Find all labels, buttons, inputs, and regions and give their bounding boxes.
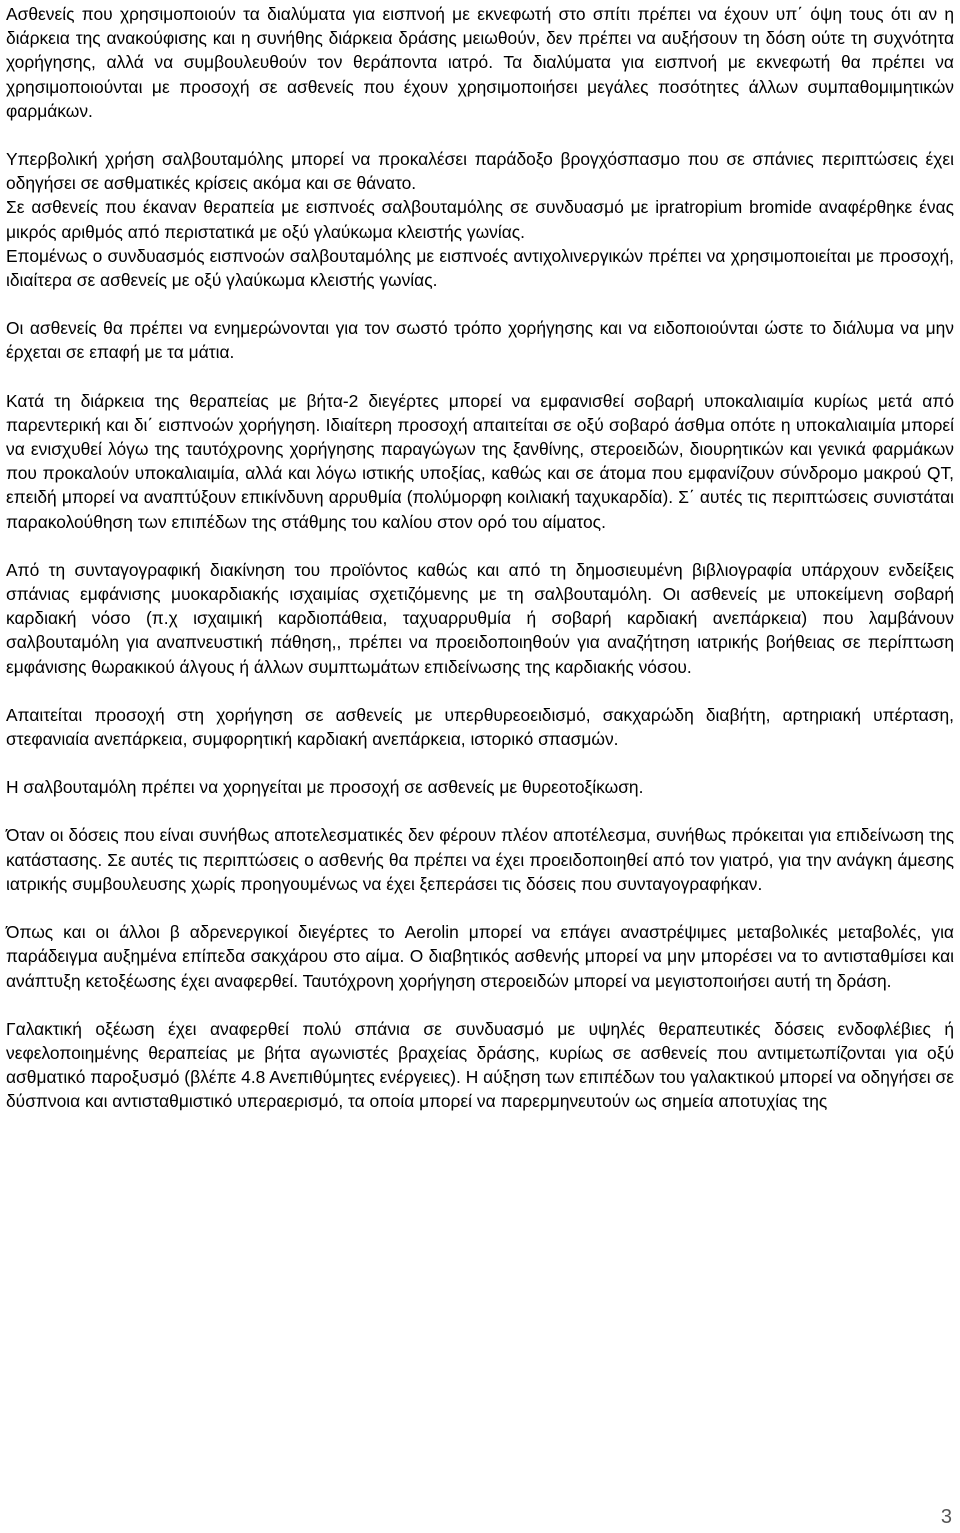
paragraph-myocardial-ischaemia: Από τη συνταγογραφική διακίνηση του προϊόντος καθώς και από τη δημοσιευμένη βιβλιογραφία υπάρχουν ενδείξεις σπάνιας εμφάνισης μυοκαρδιακής ισχαιμίας σχετιζόμενης με τη σαλβουταμόλη. Οι ασθενείς με υποκείμενη σοβαρή καρδιακή νόσο (π.χ ισχαιμική καρδιοπάθεια, ταχυαρρυθμία ή σοβαρή καρδιακή ανεπάρκεια) που λαμβάνουν σαλβουταμόλη για αναπνευστική πάθηση,, πρέπει να προειδοποιηθούν για αναζήτηση ιατρικής βοήθειας σε περίπτωση εμφάνισης θωρακικού άλγους ή άλλων συμπτωμάτων επιδείνωσης της καρδιακής νόσου. [6, 559, 954, 677]
paragraph-metabolic-changes: Όπως και οι άλλοι β αδρενεργικοί διεγέρτες το Aerolin μπορεί να επάγει αναστρέψιμες μεταβολικές μεταβολές, για παράδειγμα αυξημένα επίπεδα σακχάρου στο αίμα. Ο διαβητικός ασθενής μπορεί να μην μπορέσει να το αντισταθμίσει και ανάπτυξη κετοξέωσης έχει αναφερθεί. Ταυτόχρονη χορήγηση στεροειδών μπορεί να μεγιστοποιήσει αυτή τη δράση. [6, 922, 954, 991]
page-number: 3 [940, 1506, 952, 1528]
paragraph-hypokalaemia: Κατά τη διάρκεια της θεραπείας με βήτα-2 διεγέρτες μπορεί να εμφανισθεί σοβαρή υποκαλιαιμία κυρίως μετά από παρεντερική και δι΄ εισπνοών χορήγηση. Ιδιαίτερη προσοχή απαιτείται σε οξύ σοβαρό άσθμα οπότε η υποκαλιαιμία μπορεί να ενισχυθεί λόγω της ταυτόχρονης χορήγησης παραγώγων της ξανθίνης, στεροειδών, διουρητικών και γενικά φαρμάκων που προκαλούν υποκαλιαιμία, αλλά και λόγω ιστικής υποξίας, καθώς και σε άτομα που εμφανίζουν σύνδρομο μακρού QT, επειδή μπορεί να αναπτύξουν επικίνδυνη αρρυθμία (πολύμορφη κοιλιακή ταχυκαρδία). Σ΄ αυτές τις περιπτώσεις συνιστάται παρακολούθηση των επιπέδων της στάθμης του καλίου στον ορό του αίματος. [6, 390, 954, 532]
paragraph-lactic-acidosis: Γαλακτική οξέωση έχει αναφερθεί πολύ σπάνια σε συνδυασμό με υψηλές θεραπευτικές δόσεις ενδοφλέβιες ή νεφελοποιημένης θεραπείας με βήτα αγωνιστές βραχείας δράσης, κυρίως σε ασθενείς που αντιμετωπίζονται για οξύ ασθματικό παροξυσμό (βλέπε 4.8 Ανεπιθύμητες ενέργειες). Η αύξηση των επιπέδων του γαλακτικού μπορεί να οδηγήσει σε δύσπνοια και αντισταθμιστικό υπεραερισμό, τα οποία μπορεί να παρερμηνευτούν ως σημεία αποτυχίας της [6, 1018, 954, 1112]
document-body [6, 2, 954, 1114]
paragraph-thyrotoxicosis: Η σαλβουταμόλη πρέπει να χορηγείται με προσοχή σε ασθενείς με θυρεοτοξίκωση. [6, 777, 644, 798]
paragraph-anticholinergic-caution: Επομένως ο συνδυασμός εισπνοών σαλβουταμόλης με εισπνοές αντιχολινεργικών πρέπει να χρησιμοποιείται με προσοχή, ιδιαίτερα σε ασθενείς με οξύ γλαύκωμα κλειστής γωνίας. [6, 245, 954, 291]
paragraph-caution-conditions: Απαιτείται προσοχή στη χορήγηση σε ασθενείς με υπερθυρεοειδισμό, σακχαρώδη διαβήτη, αρτηριακή υπέρταση, στεφανιαία ανεπάρκεια, συμφορητική καρδιακή ανεπάρκεια, ιστορικό σπασμών. [6, 704, 954, 750]
paragraph-worsening-condition: Όταν οι δόσεις που είναι συνήθως αποτελεσματικές δεν φέρουν πλέον αποτέλεσμα, συνήθως πρόκειται για επιδείνωση της κατάστασης. Σε αυτές τις περιπτώσεις ο ασθενής θα πρέπει να έχει προειδοποιηθεί από τον γιατρό, για την ανάγκη άμεσης ιατρικής συμβουλευσης χωρίς προηγουμένως να έχει ξεπεράσει τις δόσεις που συνταγογραφήκαν. [6, 825, 954, 894]
paragraph-nebulizer-home-use: Ασθενείς που χρησιμοποιούν τα διαλύματα για εισπνοή με εκνεφωτή στο σπίτι πρέπει να έχουν υπ΄ όψη τους ότι αν η διάρκεια της ανακούφισης και η συνήθης διάρκεια δράσης μειωθούν, δεν πρέπει να αυξήσουν τη δόση ούτε τη συχνότητα χορήγησης, αλλά να συμβουλευθούν τον θεράποντα ιατρό. Τα διαλύματα για εισπνοή με εκνεφωτή θα πρέπει να χρησιμοποιούνται με προσοχή σε ασθενείς που έχουν χρησιμοποιήσει μεγάλες ποσότητες άλλων συμπαθομιμητικών φαρμάκων. [6, 4, 954, 121]
paragraph-eye-contact: Οι ασθενείς θα πρέπει να ενημερώνονται για τον σωστό τρόπο χορήγησης και να ειδοποιούνται ώστε το διάλυμα να μην έρχεται σε επαφή με τα μάτια. [6, 318, 954, 363]
paragraph-paradoxical-bronchospasm: Υπερβολική χρήση σαλβουταμόλης μπορεί να προκαλέσει παράδοξο βρογχόσπασμο που σε σπάνιες περιπτώσεις έχει οδηγήσει σε ασθματικές κρίσεις ακόμα και σε θάνατο. [6, 149, 954, 194]
paragraph-glaucoma-reports: Σε ασθενείς που έκαναν θεραπεία με εισπνοές σαλβουταμόλης σε συνδυασμό με ipratropium bromide αναφέρθηκε ένας μικρός αριθμός από περιστατικά με οξύ γλαύκωμα κλειστής γωνίας. [6, 197, 954, 242]
